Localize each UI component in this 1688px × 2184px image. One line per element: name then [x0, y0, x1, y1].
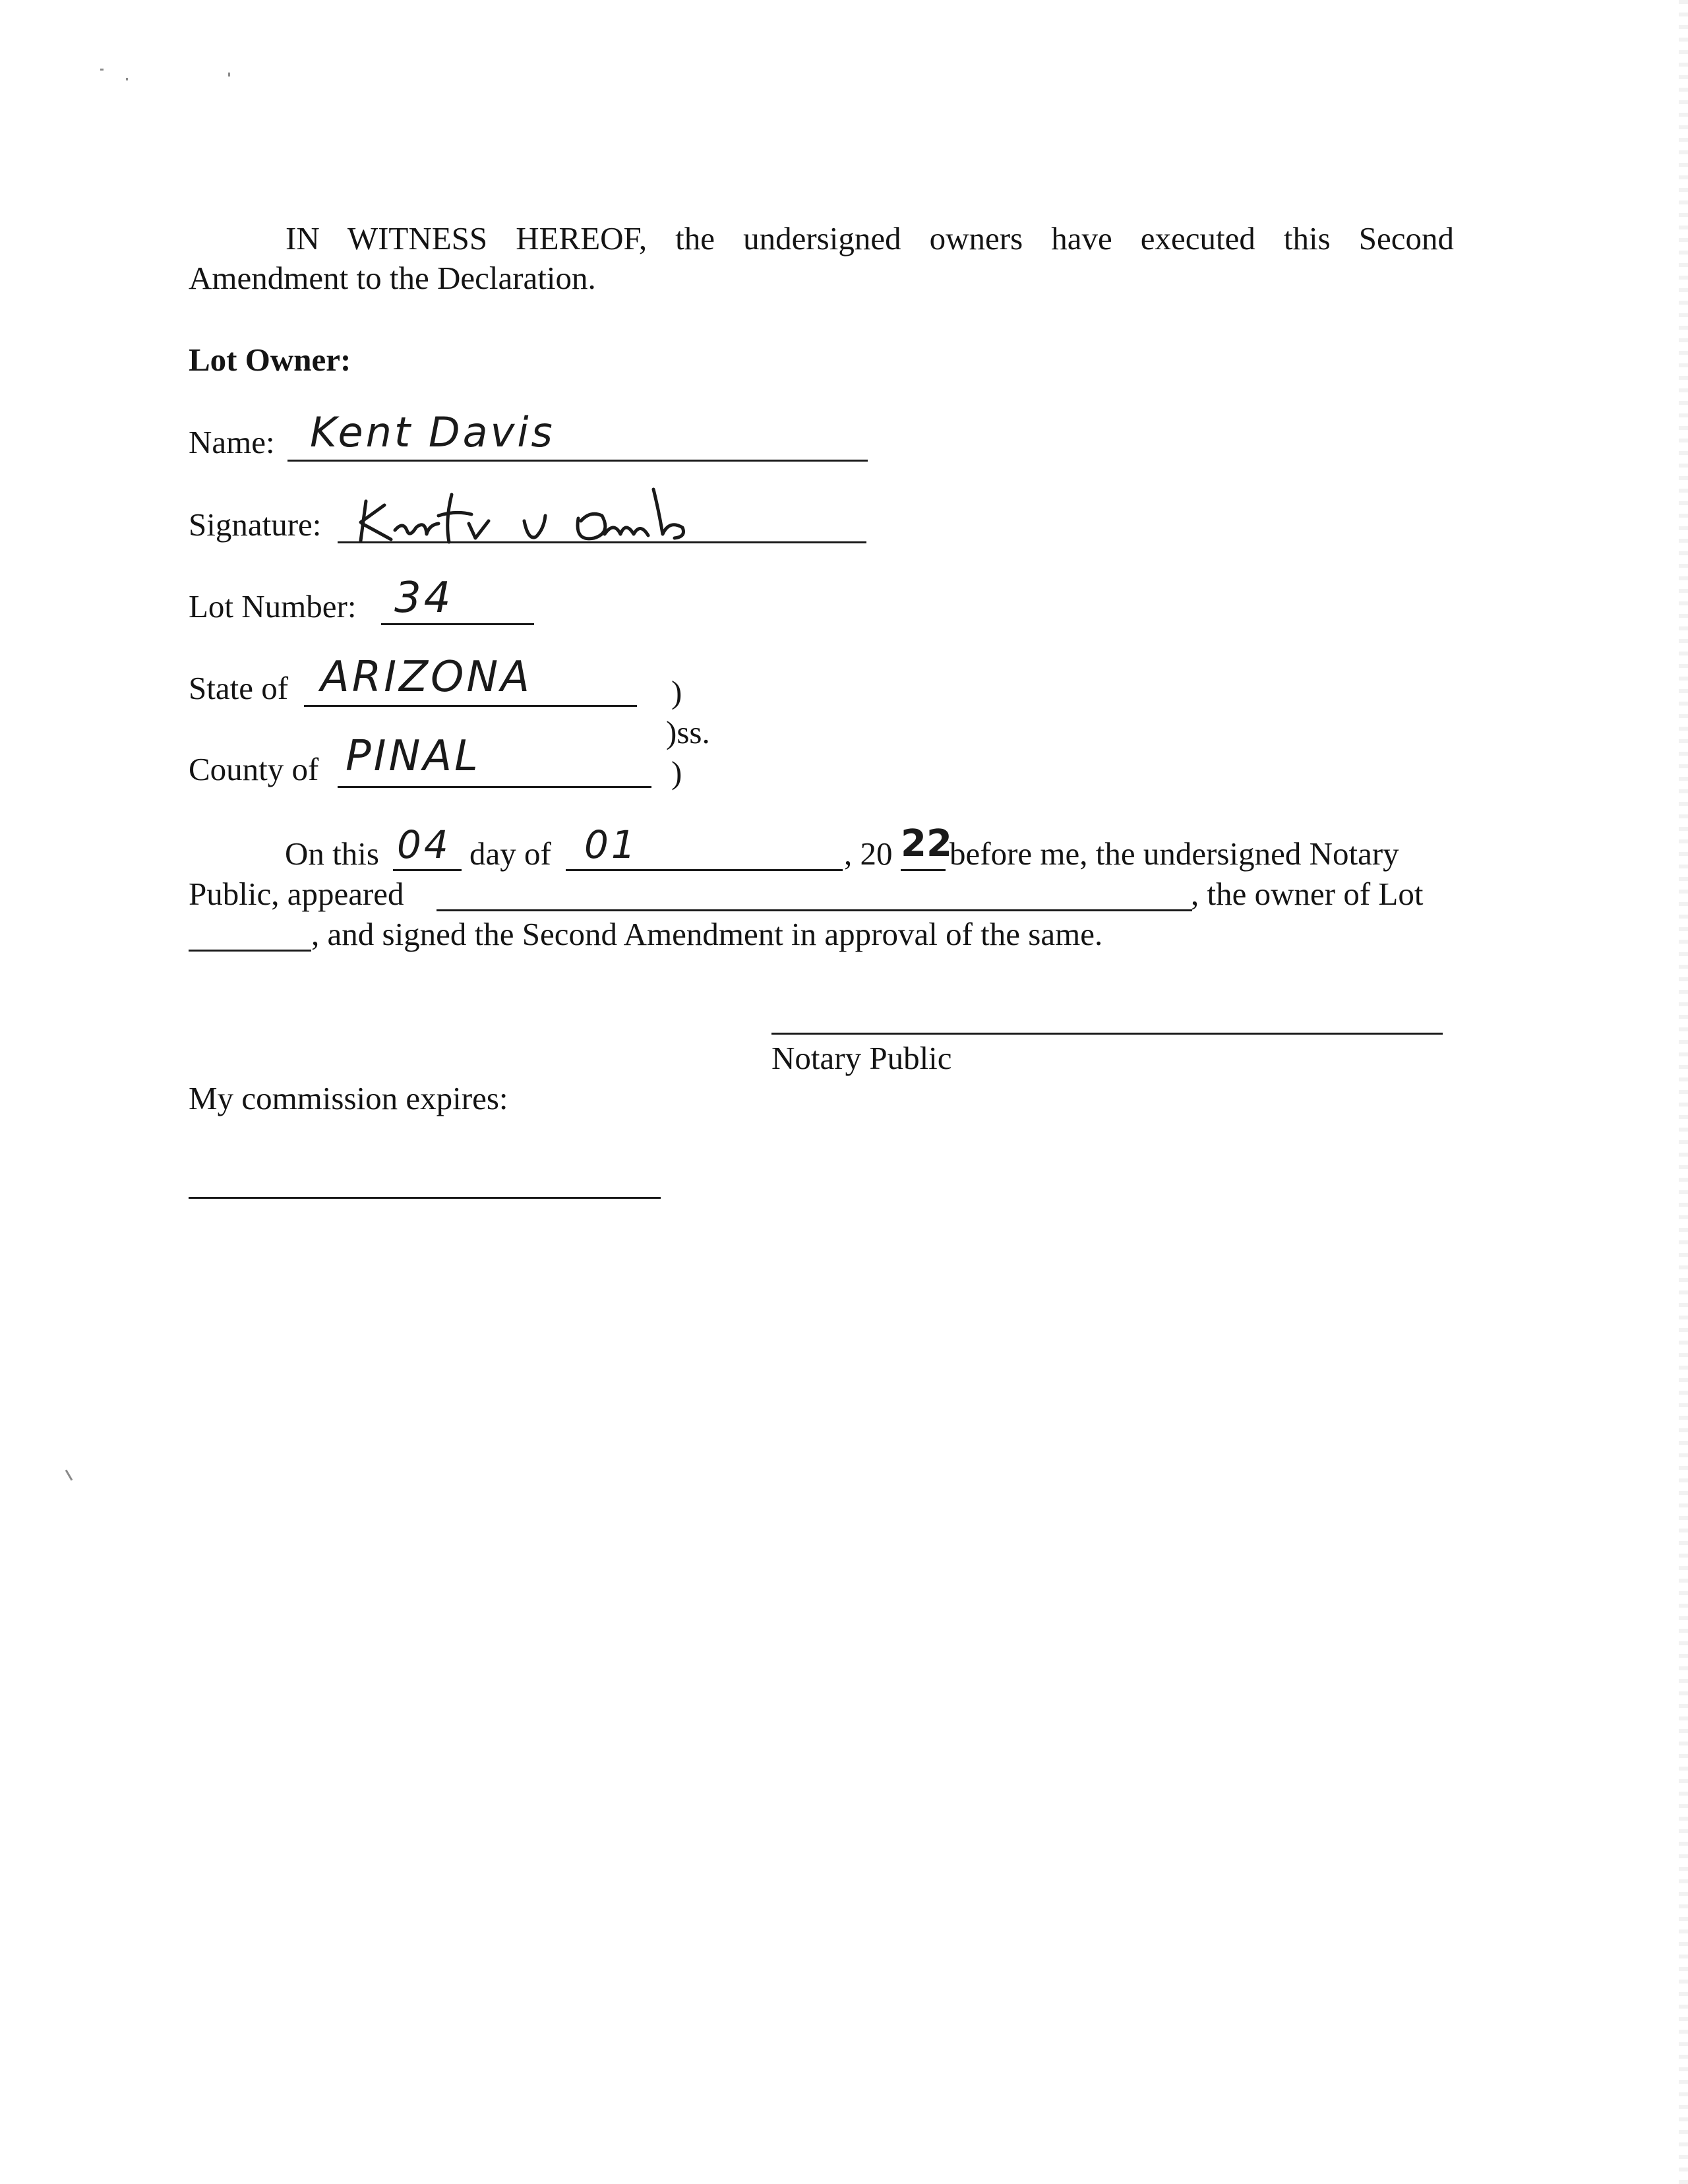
notary-signature-line	[771, 1033, 1443, 1035]
owner-of-lot-text: , the owner of Lot	[1191, 876, 1424, 912]
name-line	[287, 460, 868, 462]
day-value: 04	[397, 822, 451, 867]
lot-owner-heading: Lot Owner:	[189, 342, 351, 378]
witness-line-2: Amendment to the Declaration.	[189, 260, 596, 296]
scan-speck	[100, 69, 104, 71]
state-value: ARIZONA	[320, 653, 532, 702]
scan-edge-noise	[1679, 0, 1688, 2184]
commission-expires-label: My commission expires:	[189, 1080, 508, 1116]
state-line	[304, 705, 637, 707]
on-this-label: On this	[285, 835, 379, 872]
handwritten-signature	[353, 481, 722, 547]
county-line	[338, 786, 651, 788]
appeared-line	[437, 909, 1192, 911]
before-me-text: before me, the undersigned Notary	[950, 835, 1399, 872]
year-line	[901, 869, 946, 871]
witness-line-1: IN WITNESS HEREOF, the undersigned owners have executed this Second	[286, 220, 1454, 257]
month-line	[566, 869, 843, 871]
signed-text: , and signed the Second Amendment in approval of the same.	[311, 916, 1103, 952]
state-label: State of	[189, 670, 289, 706]
lot-number-line	[381, 623, 534, 625]
notary-public-label: Notary Public	[771, 1040, 952, 1076]
venue-paren-bottom: )	[671, 754, 682, 791]
lot-number-label: Lot Number:	[189, 588, 357, 624]
signature-label: Signature:	[189, 506, 322, 543]
county-label: County of	[189, 751, 319, 787]
day-line	[393, 869, 462, 871]
name-value: Kent Davis	[310, 408, 555, 456]
year-prefix: , 20	[844, 835, 893, 872]
day-of-label: day of	[469, 835, 551, 872]
public-appeared-label: Public, appeared	[189, 876, 404, 912]
month-value: 01	[584, 822, 638, 867]
name-label: Name:	[189, 424, 275, 460]
lot-number-value: 34	[394, 574, 454, 622]
year-value: 22	[901, 822, 952, 865]
scan-speck	[228, 73, 230, 76]
lot-blank-line	[189, 950, 311, 952]
venue-paren-top: )	[671, 674, 682, 710]
scan-speck	[126, 78, 128, 80]
commission-line	[189, 1197, 661, 1199]
venue-ss: )ss.	[666, 714, 710, 750]
scan-speck	[65, 1469, 73, 1480]
county-value: PINAL	[346, 732, 481, 781]
